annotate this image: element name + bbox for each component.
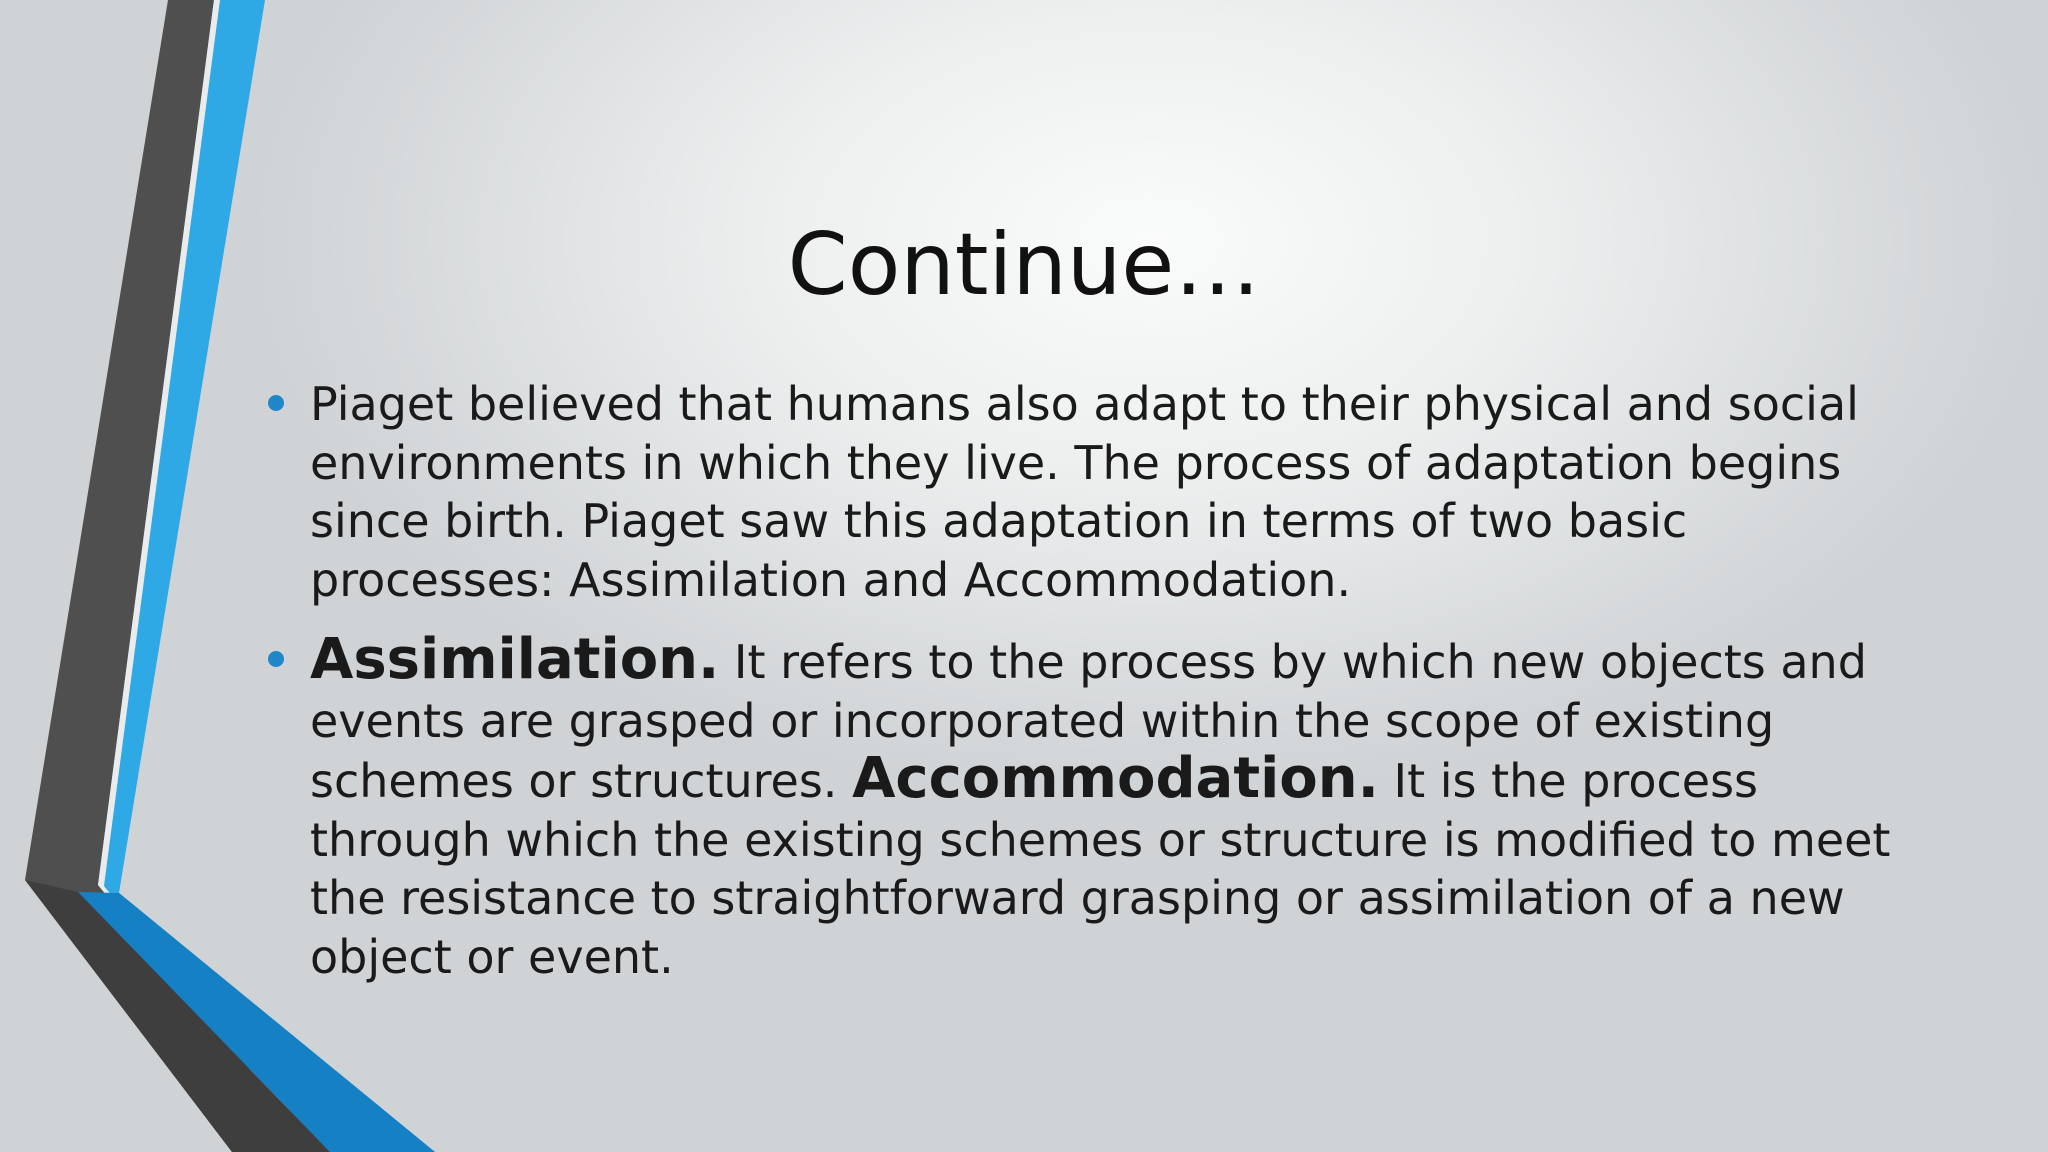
- bullet-dot-icon: [268, 651, 284, 667]
- bullet-adaptation: [268, 375, 1918, 609]
- assimilation-definition: It refers to the process by which new objects and events are grasped or incorporated within the scope of existing schemes or structures.: [310, 635, 1867, 808]
- slide-title: Continue…: [787, 215, 1261, 315]
- term-assimilation: Assimilation.: [310, 627, 720, 692]
- bullet-list: [268, 375, 1918, 1008]
- accommodation-definition: It is the process through which the existing schemes or structure is modified to meet the resistance to straightforward grasping or assimilation of a new object or event.: [310, 754, 1891, 984]
- bullet-assimilation-accommodation: [268, 627, 1918, 986]
- bullet-text: Piaget believed that humans also adapt to their physical and social environments in which they live. The process of adaptation begins since birth. Piaget saw this adaptation in terms of two basic processes: Assimilation and Accommodation.: [310, 377, 1859, 607]
- term-accommodation: Accommodation.: [852, 746, 1379, 811]
- bullet-dot-icon: [268, 395, 284, 411]
